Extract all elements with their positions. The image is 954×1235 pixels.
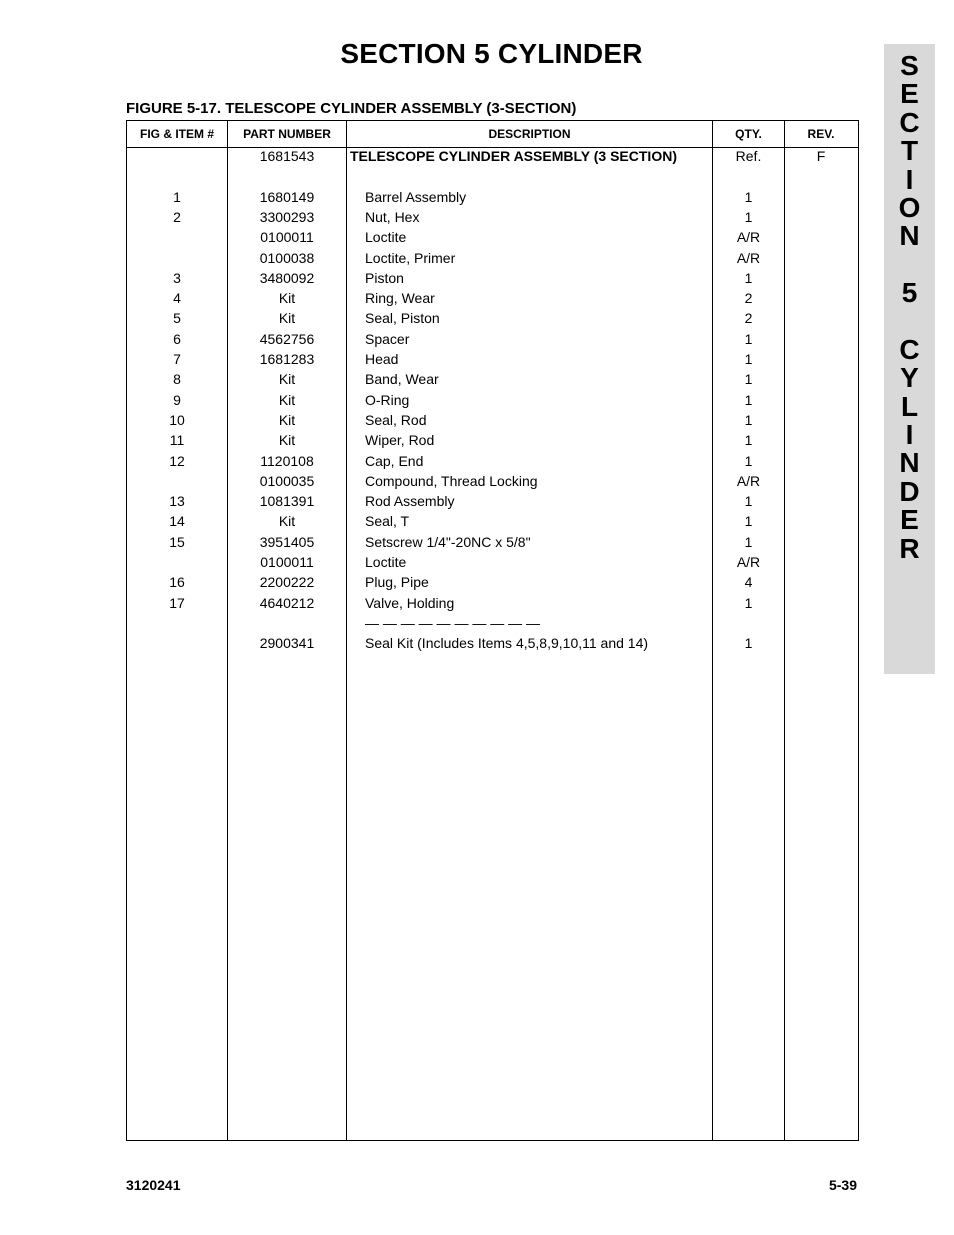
section-title: SECTION 5 CYLINDER [340,38,643,69]
qty-cell: A/R [736,229,761,246]
header-part-number: PART NUMBER [243,127,331,141]
qty-cell: 1 [744,269,753,286]
figure-title: FIGURE 5-17. TELESCOPE CYLINDER ASSEMBLY (3-SECTION) [126,100,577,117]
table-row [127,349,858,369]
fig-item-cell: 1 [173,188,181,205]
qty-cell: 2 [744,290,753,307]
side-tab-letter: L [900,390,919,422]
table-row [127,288,858,308]
qty-cell: 1 [744,594,753,611]
side-tab-letter: C [899,106,920,138]
fig-item-cell: 13 [169,493,185,510]
description-cell: Loctite, Primer [365,249,456,266]
table-row [127,207,858,227]
fig-item-cell: 16 [169,574,185,591]
side-tab-letter: T [900,135,919,167]
table-row [127,410,858,430]
table-row [127,268,858,288]
header-qty: QTY. [735,127,762,141]
part-number-cell: 4562756 [259,330,315,347]
side-tab-letter: 5 [901,277,918,309]
part-number-cell: 1681543 [259,148,315,164]
qty-cell: 1 [744,208,753,225]
qty-cell: 1 [744,493,753,510]
description-cell: Ring, Wear [365,290,435,307]
part-number-cell: 3480092 [259,269,315,286]
fig-item-cell: 15 [169,533,185,550]
qty-cell: 1 [744,635,753,652]
side-tab-letter: R [899,532,920,564]
table-row [127,451,858,471]
description-cell: Setscrew 1/4"-20NC x 5/8" [365,533,531,550]
side-tab-letter: D [899,475,920,507]
qty-cell: 4 [744,574,753,591]
description-cell: Nut, Hex [365,208,420,225]
fig-item-cell: 6 [173,330,181,347]
side-tab-letter: I [905,163,914,195]
description-cell: Rod Assembly [365,493,455,510]
description-cell: Cap, End [365,452,424,469]
qty-cell: 1 [744,432,753,449]
part-number-cell: Kit [278,513,296,530]
part-number-cell: Kit [278,290,296,307]
fig-item-cell: 11 [169,432,185,449]
fig-item-cell: 2 [173,208,181,225]
part-number-cell: 1681283 [259,351,315,367]
part-number-cell: Kit [278,432,296,449]
qty-cell: 2 [744,310,753,327]
qty-cell: 1 [744,371,753,388]
part-number-cell: 2200222 [259,574,315,591]
page-number: 5-39 [828,1177,857,1193]
table-row [127,430,858,450]
fig-item-cell: 5 [173,310,181,327]
side-tab-letter: N [899,220,920,252]
part-number-cell: 0100038 [259,249,315,266]
table-row [127,166,858,186]
fig-item-cell: 9 [173,391,181,408]
side-tab-letter: E [900,78,919,110]
qty-cell: 1 [744,351,753,367]
part-number-cell: 3300293 [259,208,315,225]
part-number-cell: 2900341 [259,635,315,652]
fig-item-cell: 10 [169,411,185,428]
part-number-cell: 4640212 [259,594,315,611]
qty-cell: 1 [744,391,753,408]
description-cell: Spacer [365,330,410,347]
qty-cell: A/R [736,249,761,266]
description-cell: Valve, Holding [365,594,455,611]
table-row [127,390,858,410]
fig-item-cell: 7 [173,351,181,367]
table-row [127,369,858,389]
description-cell: — — — — — — — — — — [365,614,541,631]
part-number-cell: Kit [278,411,296,428]
qty-cell: A/R [736,472,761,489]
fig-item-cell: 17 [169,594,185,611]
description-cell: O-Ring [365,391,410,408]
fig-item-cell: 4 [173,290,181,307]
part-number-cell: 1120108 [260,452,314,469]
description-cell: Seal, Piston [365,310,440,327]
header-fig-item: FIG & ITEM # [139,127,214,141]
document-number: 3120241 [126,1177,181,1193]
description-cell: Band, Wear [365,371,439,388]
description-cell: Head [365,351,399,367]
description-cell: Compound, Thread Locking [365,472,538,489]
description-cell: Wiper, Rod [365,432,435,449]
description-cell: Piston [365,269,404,286]
qty-cell: 1 [744,330,753,347]
part-number-cell: Kit [278,371,296,388]
table-row [127,552,858,572]
fig-item-cell: 14 [169,513,185,530]
qty-cell: A/R [736,554,761,570]
table-row [127,511,858,531]
part-number-cell: 0100011 [260,229,314,246]
table-row [127,187,858,207]
part-number-cell: 1680149 [259,188,315,205]
header-description: DESCRIPTION [488,127,571,141]
table-row [127,471,858,491]
qty-cell: 1 [744,411,753,428]
side-tab-letter: S [900,50,919,81]
qty-cell: 1 [744,533,753,550]
qty-cell: 1 [744,513,753,530]
part-number-cell: 0100035 [259,472,315,489]
description-cell: Loctite [365,229,407,246]
part-number-cell: Kit [278,310,296,327]
part-number-cell: 0100011 [260,554,314,570]
qty-cell: 1 [744,452,753,469]
side-tab-letter: I [905,419,914,451]
qty-cell: 1 [744,188,753,205]
part-number-cell: 3951405 [259,533,315,550]
table-row [127,329,858,349]
part-number-cell: Kit [278,391,296,408]
table-row [127,633,858,653]
description-cell: Seal, Rod [365,411,427,428]
parts-table [126,120,859,1141]
rev-cell: F [816,148,826,164]
description-cell: Barrel Assembly [365,188,467,205]
side-tab-letter: E [900,504,919,536]
table-row [127,308,858,328]
section-side-tab [884,44,935,674]
table-row [127,532,858,552]
side-tab-letters [884,52,935,563]
table-row [127,613,858,633]
description-cell: Plug, Pipe [365,574,429,591]
side-tab-letter: C [899,333,920,365]
description-cell: TELESCOPE CYLINDER ASSEMBLY (3 SECTION) [350,148,677,164]
part-number-cell: 1081391 [259,493,315,510]
table-row [127,227,858,247]
fig-item-cell: 3 [173,269,181,286]
side-tab-letter: Y [900,362,919,394]
fig-item-cell: 8 [173,371,181,388]
table-row [127,593,858,613]
table-row [127,248,858,268]
side-tab-letter: N [899,447,920,479]
table-row [127,146,858,166]
fig-item-cell: 12 [169,452,185,469]
qty-cell: Ref. [735,148,762,164]
table-row [127,572,858,592]
description-cell: Loctite [365,554,407,570]
table-row [127,491,858,511]
header-rev: REV. [807,127,835,141]
description-cell: Seal, T [365,513,410,530]
side-tab-letter: O [898,191,921,223]
description-cell: Seal Kit (Includes Items 4,5,8,9,10,11 and 14) [365,635,649,652]
